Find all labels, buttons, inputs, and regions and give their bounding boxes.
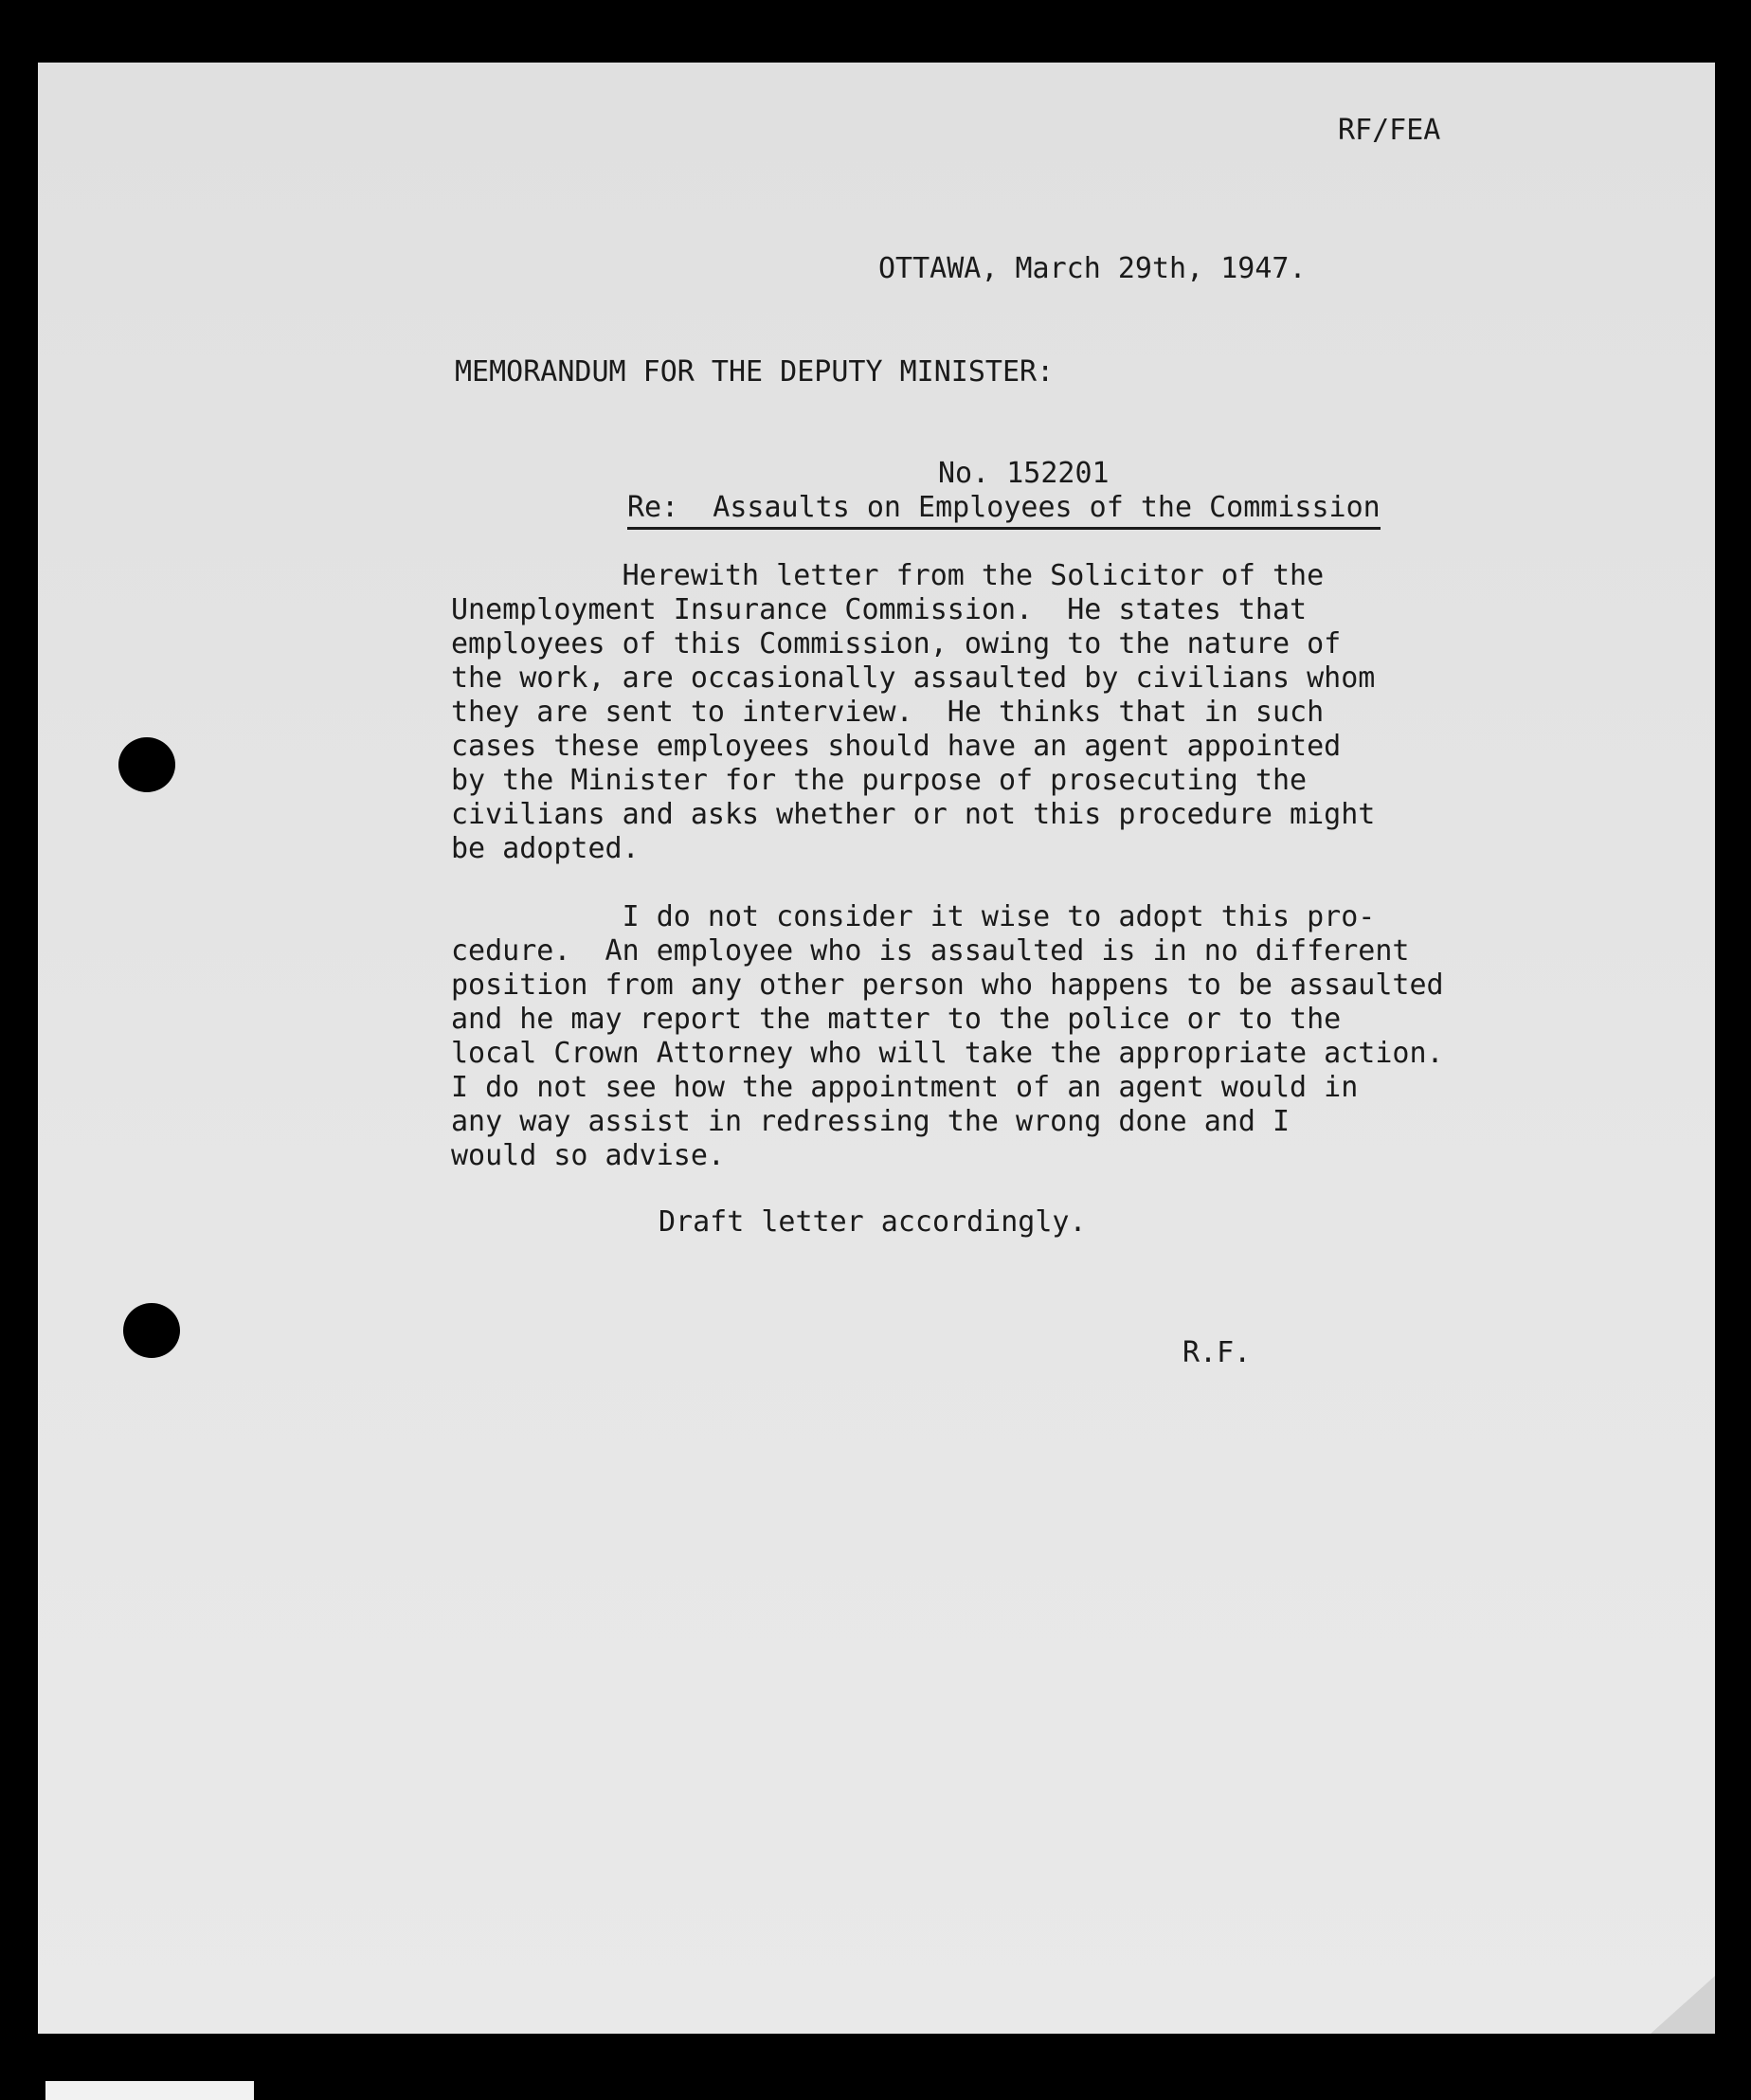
file-number: No. 152201 — [938, 457, 1110, 490]
reference-initials: RF/FEA — [1338, 114, 1441, 147]
body-paragraph-1 — [451, 559, 1683, 866]
memo-heading: MEMORANDUM FOR THE DEPUTY MINISTER: — [455, 355, 1055, 389]
signature-initials: R.F. — [1182, 1336, 1252, 1369]
scan-label-strip — [45, 2081, 254, 2100]
paragraph-line: employees of this Commission, owing to the nature of — [451, 627, 1342, 661]
subject-line: Re: Assaults on Employees of the Commission — [627, 491, 1381, 530]
paragraph-line: local Crown Attorney who will take the appropriate action. — [451, 1037, 1444, 1070]
punch-hole-top — [118, 737, 175, 792]
punch-hole-bottom — [123, 1303, 180, 1358]
paragraph-line: any way assist in redressing the wrong done and I — [451, 1105, 1291, 1138]
paragraph-line: I do not see how the appointment of an agent would in — [451, 1071, 1359, 1104]
page-corner-curl — [1651, 1976, 1715, 2034]
paragraph-line: be adopted. — [451, 832, 640, 865]
paragraph-line: they are sent to interview. He thinks that in such — [451, 696, 1325, 729]
paragraph-line: Unemployment Insurance Commission. He states that — [451, 593, 1308, 626]
paragraph-line: cases these employees should have an agent appointed — [451, 730, 1342, 763]
paragraph-line: civilians and asks whether or not this procedure might — [451, 798, 1376, 831]
paragraph-line: cedure. An employee who is assaulted is in no different — [451, 934, 1410, 968]
body-paragraph-2 — [451, 900, 1683, 1173]
paragraph-line: I do not consider it wise to adopt this pro- — [451, 900, 1376, 933]
closing-line: Draft letter accordingly. — [659, 1205, 1087, 1239]
paragraph-line: the work, are occasionally assaulted by civilians whom — [451, 661, 1376, 695]
paragraph-line: would so advise. — [451, 1139, 725, 1172]
paragraph-line: and he may report the matter to the police or to the — [451, 1003, 1342, 1036]
date-line: OTTAWA, March 29th, 1947. — [878, 252, 1307, 285]
paragraph-line: Herewith letter from the Solicitor of the — [451, 559, 1325, 592]
paragraph-line: position from any other person who happens to be assaulted — [451, 969, 1444, 1002]
paragraph-line: by the Minister for the purpose of prosecuting the — [451, 764, 1308, 797]
